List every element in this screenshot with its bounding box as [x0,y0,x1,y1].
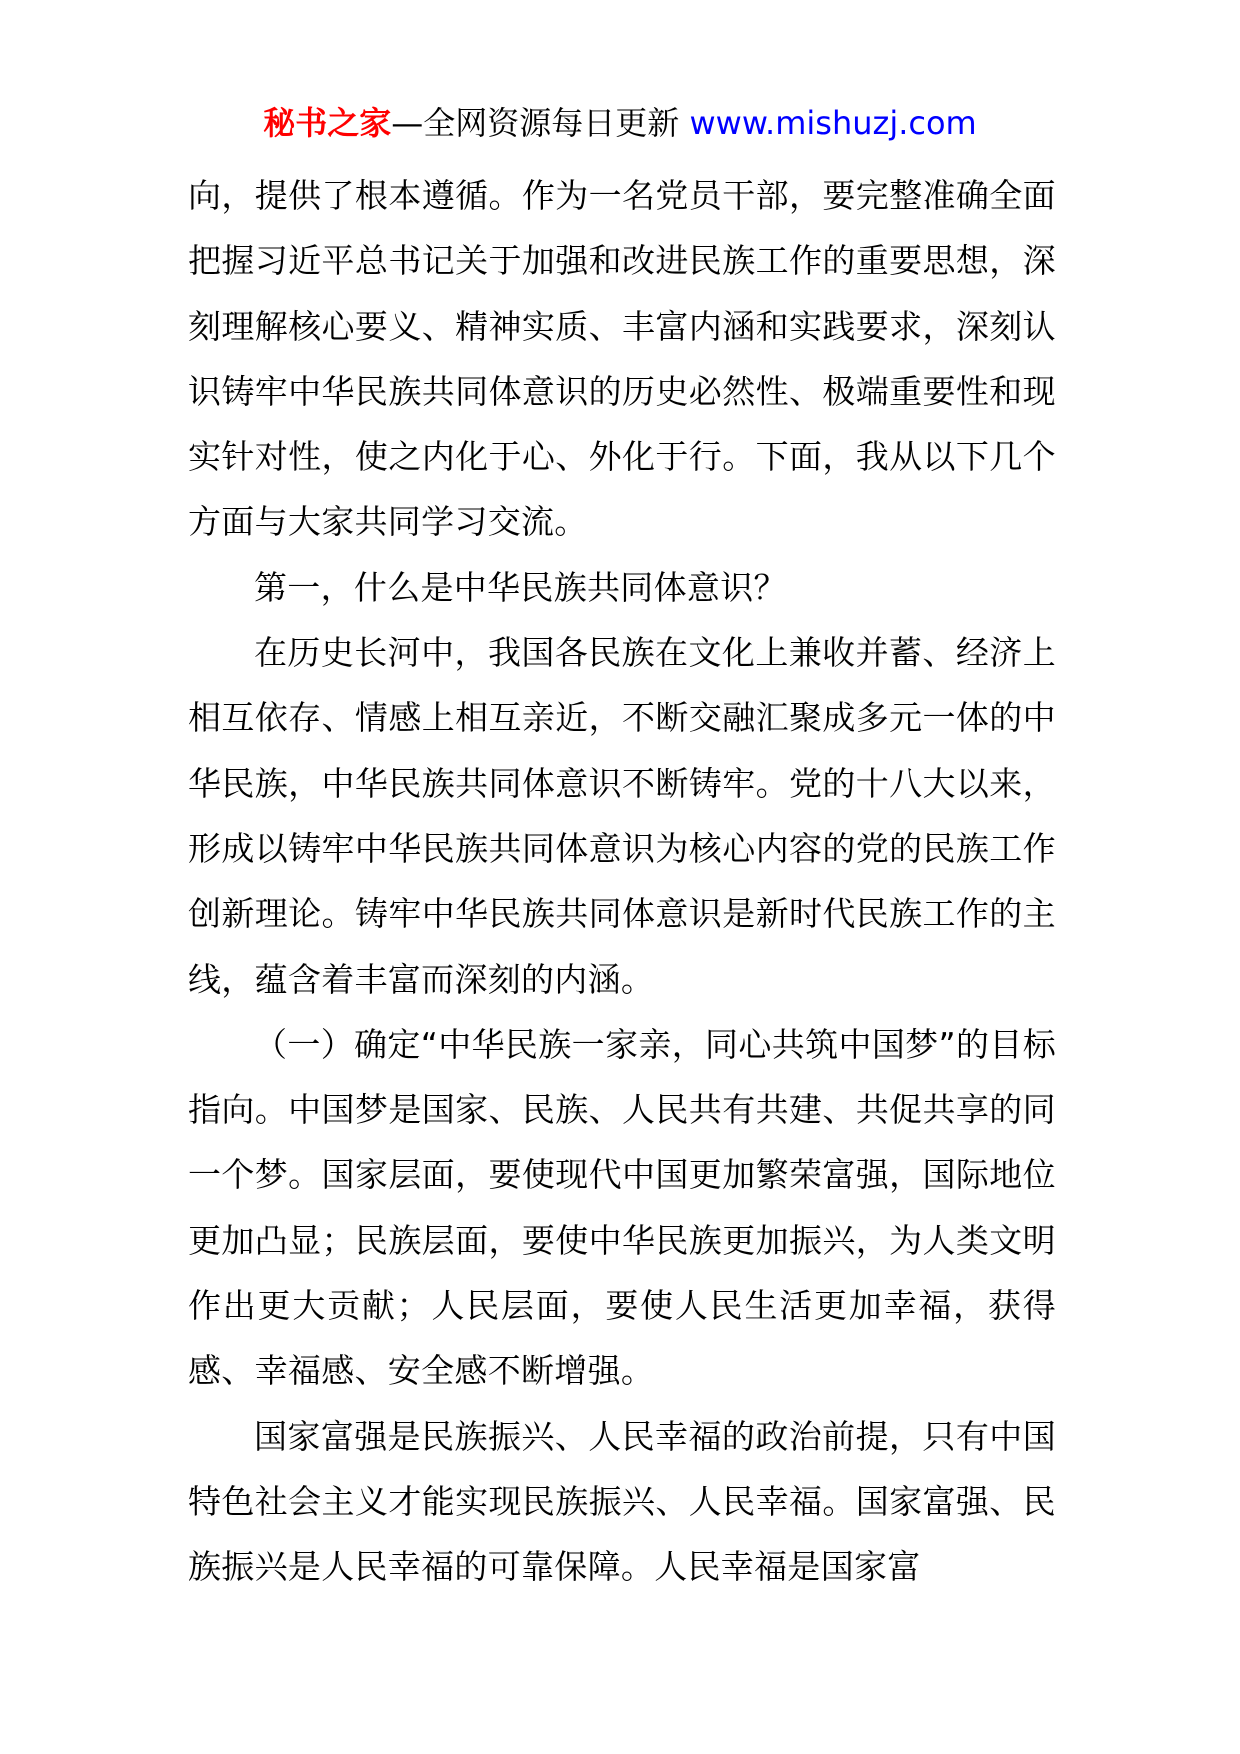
paragraph-goal-orientation: （一）确定“中华民族一家亲，同心共筑中国梦”的目标指向。中国梦是国家、民族、人民共有共建、共促共享的同一个梦。国家层面，要使现代中国更加繁荣富强，国际地位更加凸显；民族层面，要使中华民族更加振兴，为人类文明作出更大贡献；人民层面，要使人民生活更加幸福，获得感、幸福感、安全感不断增强。 [188,1024,1056,1391]
site-url-link[interactable]: www.mishuzj.com [689,104,977,142]
brand-name: 秘书之家 [263,104,392,142]
paragraph-intro-continuation: 向，提供了根本遵循。作为一名党员干部，要完整准确全面把握习近平总书记关于加强和改进民族工作的重要思想，深刻理解核心要义、精神实质、丰富内涵和实践要求，深刻认识铸牢中华民族共同体意识的历史必然性、极端重要性和现实针对性，使之内化于心、外化于行。下面，我从以下几个方面与大家共同学习交流。 [188,176,1056,542]
header-slogan: —全网资源每日更新 [391,104,680,142]
paragraph-national-prosperity: 国家富强是民族振兴、人民幸福的政治前提，只有中国特色社会主义才能实现民族振兴、人民幸福。国家富强、民族振兴是人民幸福的可靠保障。人民幸福是国家富 [188,1416,1056,1587]
section-heading-first: 第一，什么是中华民族共同体意识？ [254,567,787,607]
document-body [188,163,1056,1600]
paragraph-history: 在历史长河中，我国各民族在文化上兼收并蓄、经济上相互依存、情感上相互亲近，不断交融汇聚成多元一体的中华民族，中华民族共同体意识不断铸牢。党的十八大以来，形成以铸牢中华民族共同体意识为核心内容的党的民族工作创新理论。铸牢中华民族共同体意识是新时代民族工作的主线，蕴含着丰富而深刻的内涵。 [188,633,1056,999]
page-header [0,98,1240,148]
